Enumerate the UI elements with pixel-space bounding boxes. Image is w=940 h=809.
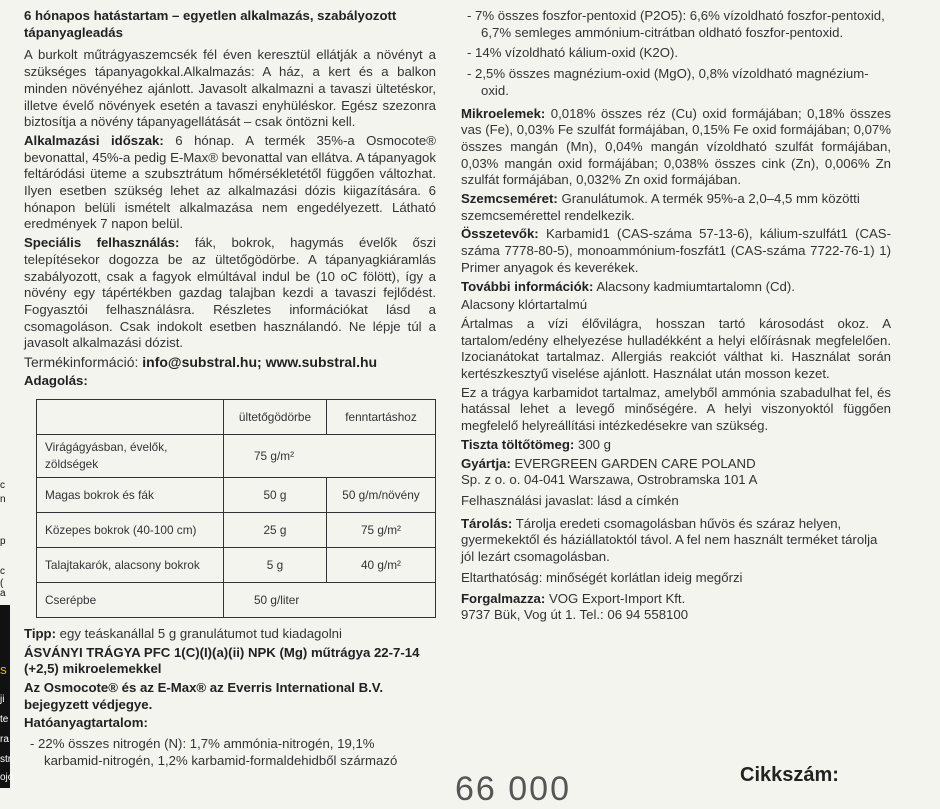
dosage-table [36,399,436,617]
more-info-text: Alacsony kadmiumtartalomn (Cd). [596,278,795,294]
table-header-row [37,400,436,435]
bottom-partial-number: 66 000 [455,770,571,808]
micro-label: Mikroelemek: [461,105,546,121]
table-cell: 40 g/m² [326,547,435,582]
potassium-bullet: - 14% vízoldható kálium-oxid (K2O). [467,45,679,61]
table-row [37,547,436,582]
mineral-statement [24,645,436,678]
table-cell: 50 g [224,477,327,512]
chlorine-note: Alacsony klórtartalmú [461,297,588,313]
table-cell: Magas bokrok és fák [37,477,224,512]
table-header-cell: fenntartáshoz [326,400,435,435]
table-row [37,477,436,512]
more-info-paragraph [461,279,891,296]
storage-text: Tárolja eredeti csomagolásban hűvös és száraz helyen, gyermekektől és háziállatoktól távol. A fel nem használt terméket tárolja jól lezárt csomagolásban. [461,515,878,565]
more-info-label: További információk: [461,278,594,294]
dosage-label: Adagolás: [24,372,88,388]
edge-letter: S [0,666,7,677]
magnesium-bullet: - 2,5% összes magnézium-oxid (MgO), 0,8% vízoldható magnézium-oxid. [467,66,869,98]
table-cell: Talajtakarók, alacsony bokrok [37,547,224,582]
phosphorus-bullet: - 7% összes foszfor-pentoxid (P2O5): 6,6% vízoldható foszfor-pentoxid, 6,7% semleges ammónium-citrátban oldható foszfor-pentoxid. [467,8,885,40]
table-header-cell [37,400,224,435]
table-cell: Közepes bokrok (40-100 cm) [37,512,224,547]
distributor-label: Forgalmazza: [461,590,546,606]
period-label: Alkalmazási időszak: [24,132,164,148]
tip-label: Tipp: [24,625,56,641]
table-header-cell: ültetőgödörbe [224,400,327,435]
period-paragraph [24,133,436,233]
trademark-text: Az Osmocote® és az E-Max® az Everris International B.V. bejegyzett védjegye. [24,679,384,712]
sku-label: Cikkszám: [740,764,839,786]
distributor-name: VOG Export-Import Kft. [548,590,686,606]
edge-letter: a [0,588,6,599]
table-cell: Cserépbe [37,582,224,617]
intro-paragraph: A burkolt műtrágyaszemcsék fél éven keresztül ellátják a növényt a szükséges tápanyagokkal.Alkalmazás: A ház, a kert és a balkon minden növényéhez ajánlott. Javasolt alkalmazni a tavaszi ültetéskor, illetve évelő növények esetén a tavaszi enyhüléskor. Egész szezonra biztosítja a növény tápanyagellátását – csak öntözni kell. [24,47,436,130]
manufacturer-label: Gyártja: [461,455,511,471]
edge-letter: str [0,754,12,765]
grain-label: Szemcseméret: [461,191,558,207]
composition-paragraph [461,226,891,276]
shelf-life: Eltarthatóság: minőségét korlátlan ideig megőrzi [461,569,743,585]
usage-note: Felhasználási javaslat: lásd a címkén [461,492,679,508]
table-cell: 50 g/liter [224,582,436,617]
period-text: 6 hónap. A termék 35%-a Osmocote® bevonattal, 45%-a pedig E-Max® bevonattal van ellátva. A tápanyagok feltáródási üteme a szubsztrátum hőmérsékletétől függően változhat. Ilyen esetben szükség lehet az alkalmazási dózis kiigazítására. 6 hónapon belüli ismételt alkalmazása nem engedélyezett. Látható eredmények 7 napon belül. [24,132,436,232]
composition-text: Karbamid1 (CAS-száma 57-13-6), kálium-szulfát1 (CAS-száma 7778-80-5), monoammónium-foszfát1 (CAS-száma 7722-76-1) 1) Primer anyagok és keverékek. [461,226,891,275]
special-label: Speciális felhasználás: [24,235,180,251]
table-cell: 25 g [224,512,327,547]
hazard-paragraph: Ártalmas a vízi élővilágra, hosszan tartó károsodást okoz. A tartalom/edény elhelyezése hulladékként a helyi előírásnak megfelelően. Izocianátokat tartalmaz. Allergiás reakciót válthat ki. Használat során kertészkesztyű viselése ajánlott. Használat után mosson kezet. [461,315,891,382]
net-weight-value: 300 g [577,436,611,452]
main-heading: 6 hónapos hatástartam – egyetlen alkalmazás, szabályozott tápanyagleadás [24,8,397,40]
left-column [24,0,436,774]
table-cell: 75 g/m² [224,435,436,477]
right-column [461,0,891,626]
info-label: Termékinformáció: [24,354,139,371]
micro-paragraph [461,106,891,190]
table-row [37,512,436,547]
grain-text: Granulátumok. A termék 95%-a 2,0–4,5 mm közötti szemcsemérettel rendelkezik. [461,191,860,223]
edge-letter: c [0,480,5,491]
info-text: info@substral.hu; www.substral.hu [142,354,378,371]
distributor [461,591,891,608]
manufacturer [461,456,891,473]
active-label: Hatóanyagtartalom: [24,715,148,731]
product-info [24,354,436,371]
net-weight-label: Tiszta töltőtömeg: [461,436,575,452]
active-heading [24,715,436,732]
micro-text: 0,018% összes réz (Cu) oxid formájában; 0,18% összes vas (Fe), 0,03% Fe szulfát formájában, 0,15% Fe oxid formájában; 0,07% összes mangán (Mn), 0,04% mangán vízoldható szulfát formájában, 0,03% mangán oxid formájában; 0,038% összes cink (Zn), 0,006% Zn szulfát formájában, 0,032% Zn oxid formájában. [461,105,891,188]
table-cell: Virágágyásban, évelők, zöldségek [37,435,224,477]
table-row [37,582,436,617]
distributor-address: 9737 Bük, Vog út 1. Tel.: 06 94 558100 [461,607,689,623]
mineral-text: ÁSVÁNYI TRÁGYA PFC 1(C)(I)(a)(ii) NPK (Mg) műtrágya 22-7-14 (+2,5) mikroelemekkel [24,644,420,677]
edge-letter: p [0,536,6,547]
storage-paragraph [461,516,891,566]
table-cell: 5 g [224,547,327,582]
edge-letter: te [0,714,9,725]
manufacturer-address: Sp. z o. o. 04-041 Warszawa, Ostrobramska 101 A [461,472,758,488]
grain-paragraph [461,191,891,224]
urea-paragraph: Ez a trágya karbamidot tartalmaz, amelyből ammónia szabadulhat fel, és hatással lehet a levegő minőségére. A helyi viszonyoktól függően megfelelő helyreállítási intézkedésekre van szükség. [461,384,891,434]
storage-label: Tárolás: [461,515,513,531]
edge-letter: ji [0,694,5,705]
table-row [37,435,436,477]
edge-letter: ( [0,578,4,589]
net-weight [461,437,891,454]
special-paragraph [24,235,436,352]
table-cell: 50 g/m/növény [326,477,435,512]
special-text: fák, bokrok, hagymás évelők őszi telepítésekor dogozza be az ültetőgödörbe. A tápanyagkiáramlás szabályozott, csak a fagyok elmúltával indul be (10 oC fölött), így a növény egy tápértékben gazdag talajban kezdi a tavaszi fejlődést. Fogyasztói felhasználásra. Részletes információkat lásd a csomagoláson. Csak indokolt esetben használandó. Ne lépje túl a javasolt alkalmazási dózist. [24,235,436,351]
nitrogen-bullet: - 22% összes nitrogén (N): 1,7% ammónia-nitrogén, 19,1% karbamid-nitrogén, 1,2% karbamid-formaldehidből származó [30,736,398,768]
edge-letter: c [0,566,5,577]
trademark-statement [24,680,436,713]
tip-text: egy teáskanállal 5 g granulátumot tud kiadagolni [59,625,342,641]
table-cell: 75 g/m² [326,512,435,547]
composition-label: Összetevők: [461,226,539,242]
edge-letter: ra [0,734,9,745]
tip-paragraph [24,626,436,643]
left-edge-fragment [0,480,14,788]
edge-letter: ojo [0,772,14,783]
dosage-heading [24,373,436,390]
edge-letter: n [0,494,6,505]
manufacturer-name: EVERGREEN GARDEN CARE POLAND [514,455,756,471]
